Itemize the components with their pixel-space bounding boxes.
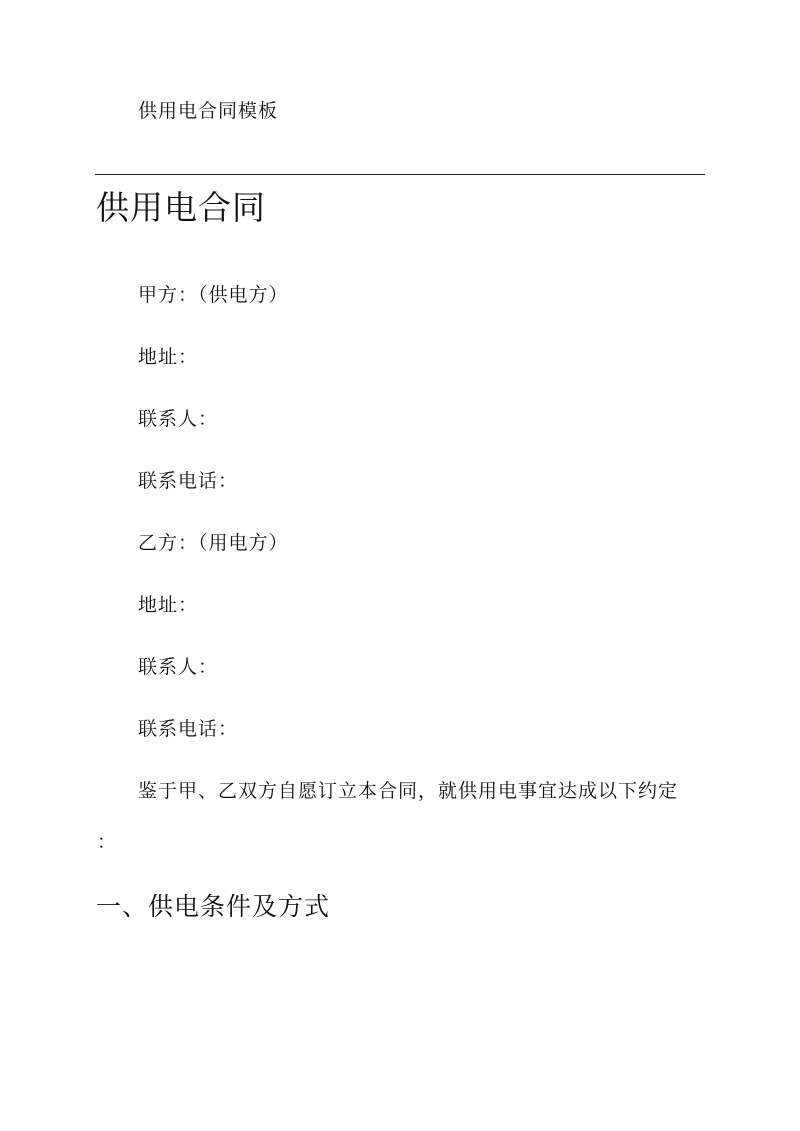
preamble-paragraph: 鉴于甲、乙双方自愿订立本合同，就供用电事宜达成以下约定 [138, 780, 679, 802]
preamble-paragraph-tail: ： [97, 831, 117, 853]
party-a-heading: 甲方：（供电方） [138, 284, 289, 306]
page-header: 供用电合同模板 [138, 100, 279, 122]
party-a-address: 地址： [138, 346, 199, 368]
section-1-heading: 一、供电条件及方式 [96, 892, 331, 921]
party-a-contact: 联系人： [138, 408, 219, 430]
party-b-address: 地址： [138, 594, 199, 616]
party-b-heading: 乙方：（用电方） [138, 532, 289, 554]
party-b-phone: 联系电话： [138, 718, 239, 740]
header-divider [95, 174, 705, 175]
document-title: 供用电合同 [96, 188, 266, 227]
party-b-contact: 联系人： [138, 656, 219, 678]
party-a-phone: 联系电话： [138, 470, 239, 492]
